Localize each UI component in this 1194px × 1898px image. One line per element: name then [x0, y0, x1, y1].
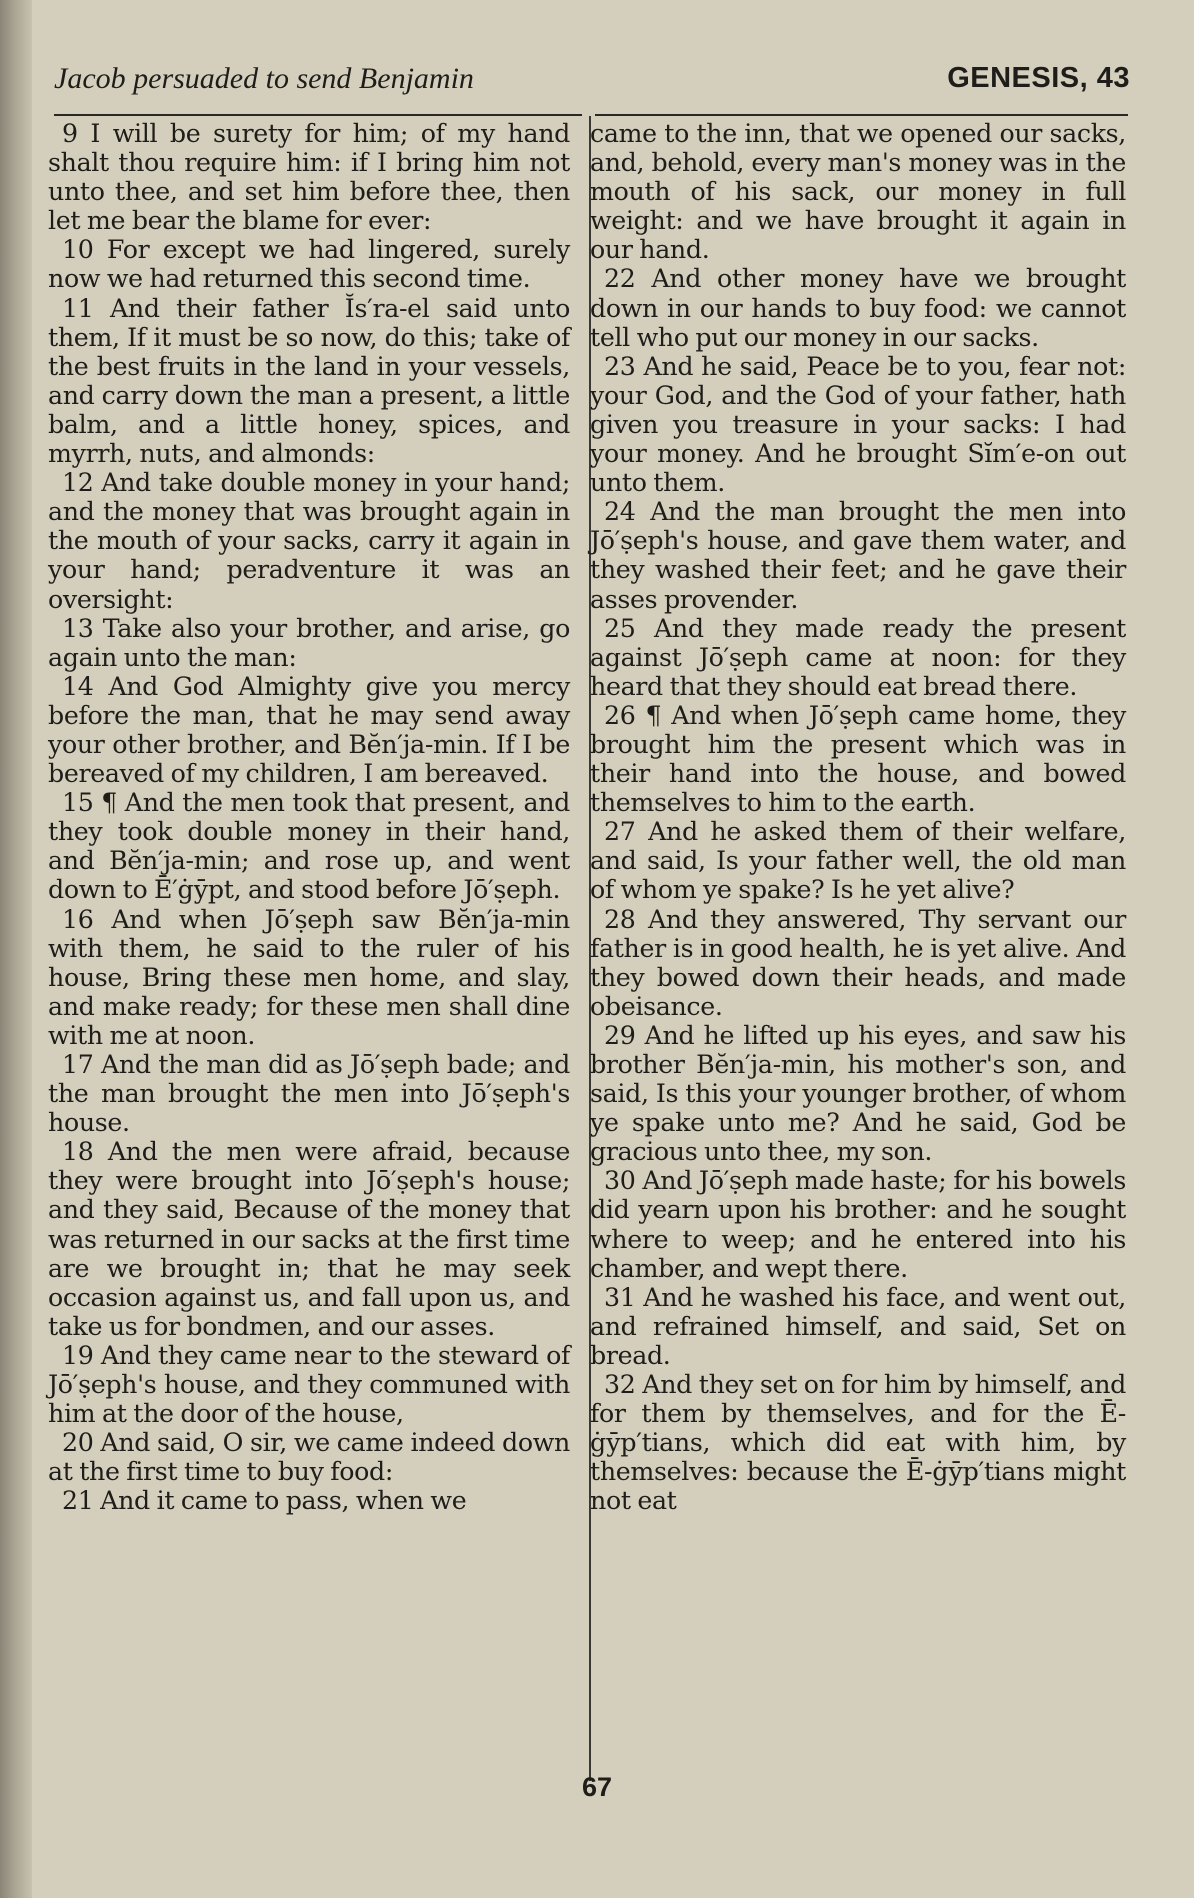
header-rule-right: [595, 114, 1128, 116]
book-chapter-heading: GENESIS, 43: [947, 62, 1130, 94]
verse-27: 27 And he asked them of their welfare, and said, Is your father well, the old man of whom ye spake? Is he yet alive?: [590, 817, 1126, 905]
verse-30: 30 And Jō′ṣeph made haste; for his bowels did yearn upon his brother: and he sought where to weep; and he entered into his chamber, and wept there.: [590, 1166, 1126, 1283]
verse-17: 17 And the man did as Jō′ṣeph bade; and the man brought the men into Jō′ṣeph's house.: [48, 1050, 570, 1138]
right-text-column: [590, 119, 1126, 1516]
verse-15: 15 ¶ And the men took that present, and they took double money in their hand, and Bĕn′ja-min; and rose up, and went down to Ē′ġӯpt, and stood before Jō′ṣeph.: [48, 788, 570, 905]
verse-18: 18 And the men were afraid, because they were brought into Jō′ṣeph's house; and they said, Because of the money that was returned in our sacks at the first time are we brought in; that he may seek occasion against us, and fall upon us, and take us for bondmen, and our asses.: [48, 1137, 570, 1341]
page-number: 67: [581, 1772, 613, 1802]
verse-28: 28 And they answered, Thy servant our father is in good health, he is yet alive. And they bowed down their heads, and made obeisance.: [590, 904, 1126, 1021]
verse-25: 25 And they made ready the present against Jō′ṣeph came at noon: for they heard that they should eat bread there.: [590, 613, 1126, 701]
verse-26: 26 ¶ And when Jō′ṣeph came home, they brought him the present which was in their hand into the house, and bowed themselves to him to the earth.: [590, 700, 1126, 818]
left-text-column: [48, 119, 570, 1516]
running-title: Jacob persuaded to send Benjamin: [54, 62, 474, 95]
verse-21-start: 21 And it came to pass, when we: [62, 1486, 467, 1516]
header-rule-left: [54, 114, 582, 116]
verse-31: 31 And he washed his face, and went out, and refrained himself, and said, Set on bread.: [590, 1282, 1126, 1370]
running-header: [54, 62, 1130, 102]
verse-32: 32 And they set on for him by himself, and for them by themselves, and for the Ē-ġӯp′tians, which did eat with him, by themselves: because the Ē-ġӯp′tians might not eat: [590, 1370, 1126, 1516]
verse-14: 14 And God Almighty give you mercy before the man, that he may send away your other brother, and Bĕn′ja-min. If I be bereaved of my children, I am bereaved.: [48, 671, 570, 789]
verse-13: 13 Take also your brother, and arise, go again unto the man:: [48, 613, 570, 672]
verse-11: 11 And their father Ĭs′ra-el said unto them, If it must be so now, do this; take of the best fruits in the land in your vessels, and carry down the man a present, a little balm, and a little honey, spices, and myrrh, nuts, and almonds:: [48, 293, 570, 469]
verse-9: 9 I will be surety for him; of my hand shalt thou require him: if I bring him not unto thee, and set him before thee, then let me bear the blame for ever:: [48, 119, 570, 236]
verse-29: 29 And he lifted up his eyes, and saw his brother Bĕn′ja-min, his mother's son, and said, Is this your younger brother, of whom ye spake unto me? And he said, God be gracious unto thee, my son.: [590, 1020, 1126, 1167]
verse-20: 20 And said, O sir, we came indeed down at the first time to buy food:: [48, 1428, 570, 1487]
verse-23: 23 And he said, Peace be to you, fear not: your God, and the God of your father, hath given you treasure in your sacks: I had your money. And he brought Sĭm′e-on out unto them.: [590, 351, 1126, 498]
verse-16: 16 And when Jō′ṣeph saw Bĕn′ja-min with them, he said to the ruler of his house, Bring these men home, and slay, and make ready; for these men shall dine with me at noon.: [48, 904, 570, 1050]
page-binding-shadow: [0, 0, 32, 1898]
verse-21-continued: came to the inn, that we opened our sacks, and, behold, every man's money was in the mouth of his sack, our money in full weight: and we have brought it again in our hand.: [590, 119, 1126, 265]
verse-12: 12 And take double money in your hand; and the money that was brought again in the mouth of your sacks, carry it again in your hand; peradventure it was an oversight:: [48, 468, 570, 614]
verse-10: 10 For except we had lingered, surely now we had returned this second time.: [48, 235, 570, 294]
verse-22: 22 And other money have we brought down in our hands to buy food: we cannot tell who put our money in our sacks.: [590, 264, 1126, 352]
verse-19: 19 And they came near to the steward of Jō′ṣeph's house, and they communed with him at the door of the house,: [48, 1340, 570, 1429]
verse-24: 24 And the man brought the men into Jō′ṣeph's house, and gave them water, and they washed their feet; and he gave their asses provender.: [590, 497, 1126, 614]
